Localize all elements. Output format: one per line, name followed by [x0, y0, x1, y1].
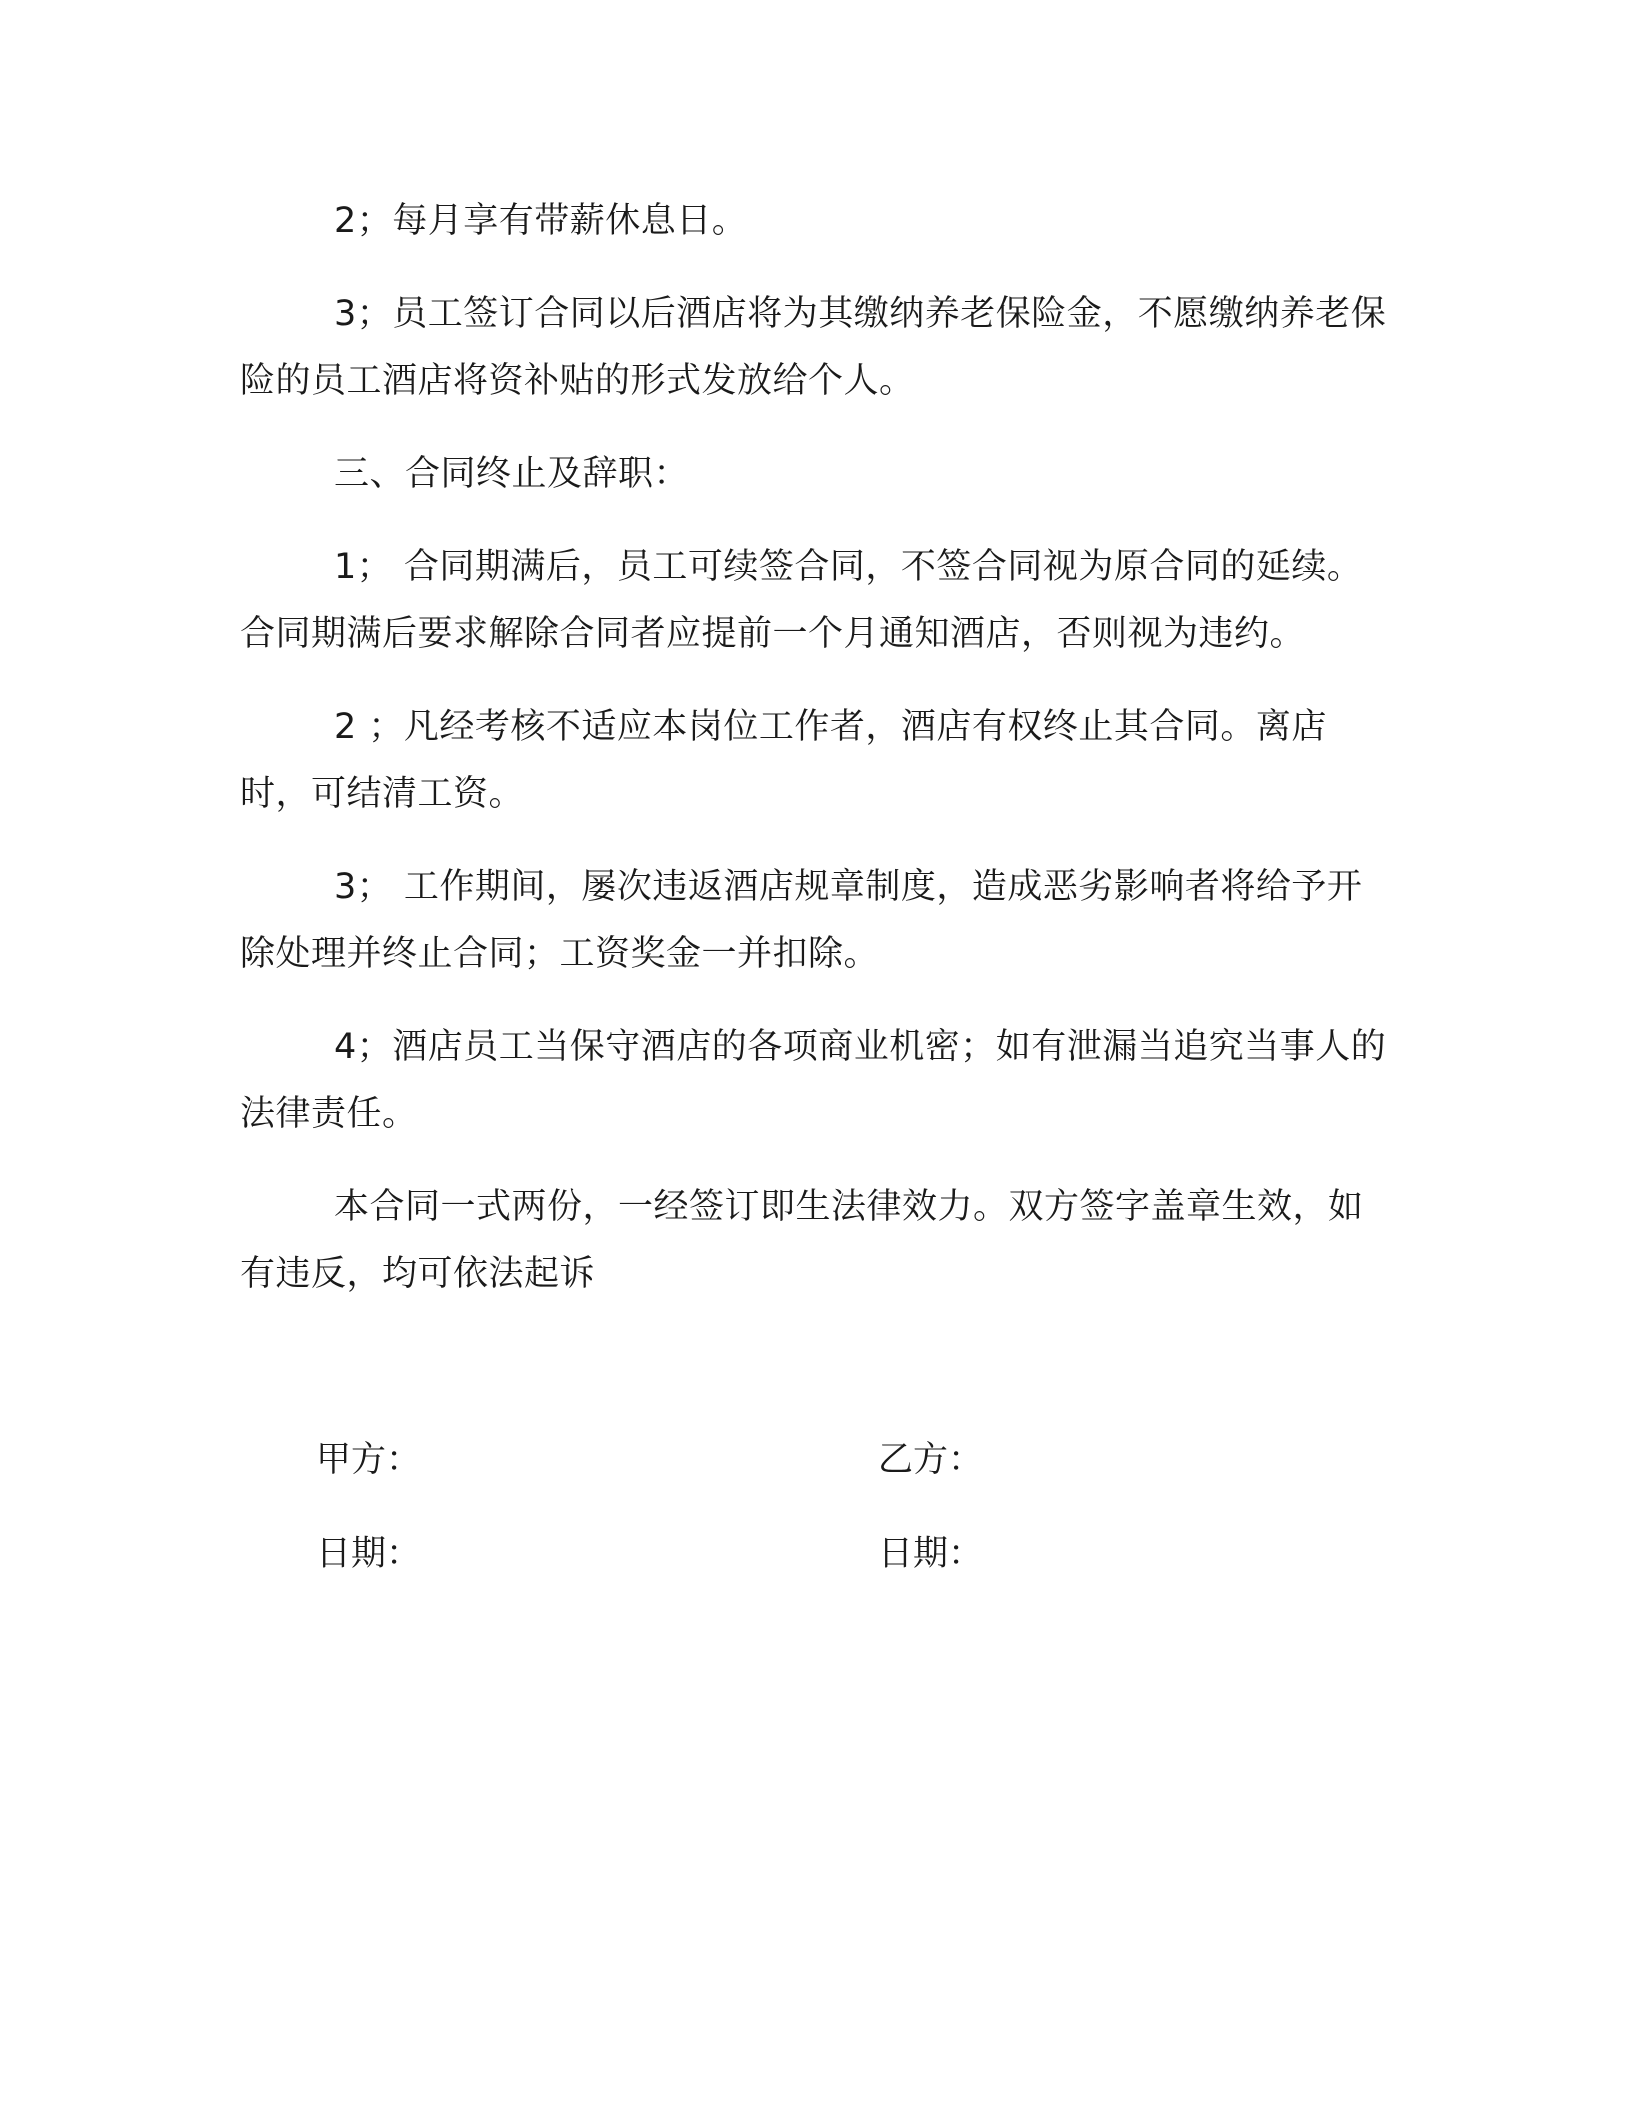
paragraph: 1； 合同期满后，员工可续签合同，不签合同视为原合同的延续。合同期满后要求解除合同者应提前一个月通知酒店，否则视为违约。 [240, 547, 1363, 654]
date-a-label: 日期： [316, 1534, 422, 1574]
signature-block [316, 1430, 1316, 1618]
paragraph: 4；酒店员工当保守酒店的各项商业机密；如有泄漏当追究当事人的法律责任。 [240, 1027, 1387, 1134]
document-body [240, 188, 1390, 1334]
closing-paragraph: 本合同一式两份，一经签订即生法律效力。双方签字盖章生效，如有违反，均可依法起诉 [240, 1187, 1364, 1294]
party-a-label: 甲方： [316, 1440, 422, 1480]
paragraph: 2；每月享有带薪休息日。 [334, 201, 748, 241]
paragraph: 3；员工签订合同以后酒店将为其缴纳养老保险金，不愿缴纳养老保险的员工酒店将资补贴的形式发放给个人。 [240, 294, 1387, 401]
signature-row-dates [316, 1524, 1316, 1618]
section-heading: 三、合同终止及辞职： [334, 454, 690, 494]
signature-row-parties [316, 1430, 1316, 1524]
paragraph: 3； 工作期间，屡次违返酒店规章制度，造成恶劣影响者将给予开除处理并终止合同；工资奖金一并扣除。 [240, 867, 1363, 974]
date-b-label: 日期： [878, 1534, 984, 1574]
party-b-label: 乙方： [878, 1440, 984, 1480]
paragraph: 2 ；凡经考核不适应本岗位工作者，酒店有权终止其合同。离店时，可结清工资。 [240, 707, 1327, 814]
